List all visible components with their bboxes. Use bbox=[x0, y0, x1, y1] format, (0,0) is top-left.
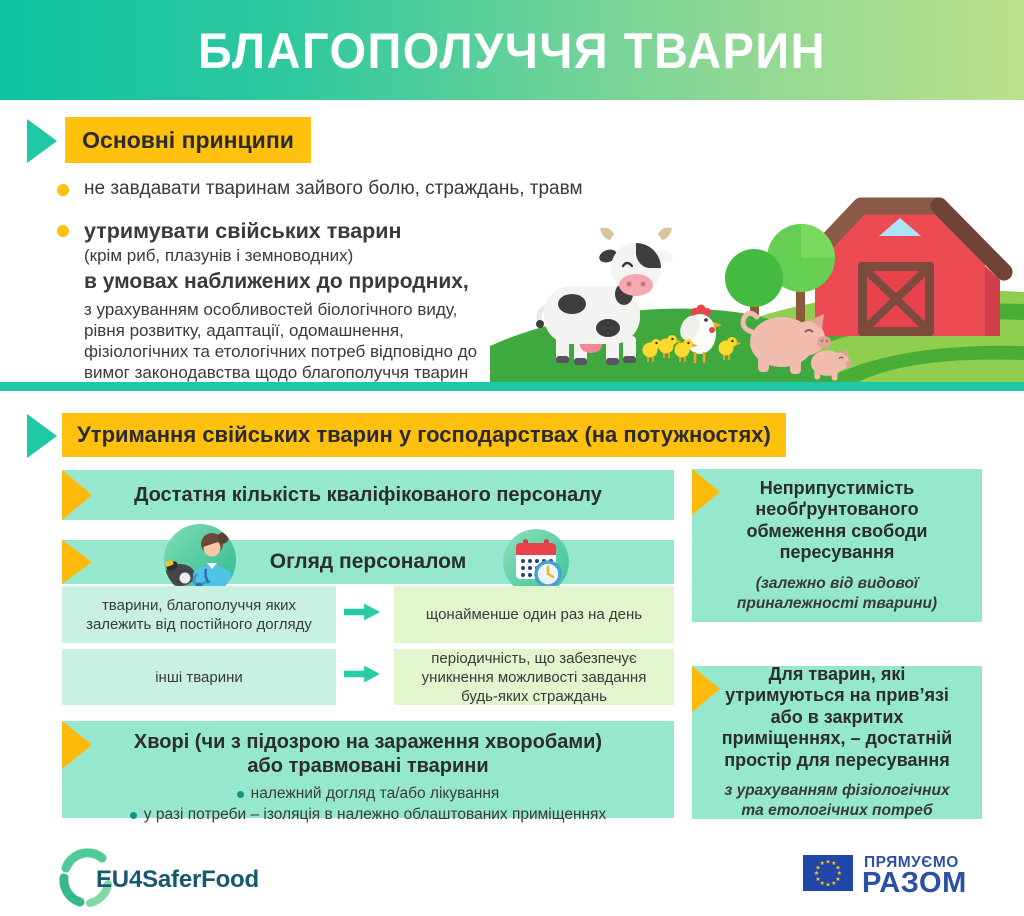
eu-tagline-line1: ПРЯМУЄМО bbox=[864, 854, 959, 871]
svg-text:★: ★ bbox=[825, 858, 831, 866]
sick-bullet-2: у разі потреби – ізоляція в належно облаштованих приміщеннях bbox=[143, 806, 607, 823]
svg-text:★: ★ bbox=[819, 860, 825, 867]
bullet-dot bbox=[57, 184, 69, 196]
svg-text:★: ★ bbox=[815, 875, 821, 883]
sick-animals-title-line1: Хворі (чи з підозрою на зараження хворобами) bbox=[133, 731, 603, 753]
svg-text:★: ★ bbox=[836, 870, 843, 877]
section-divider bbox=[0, 382, 1024, 391]
svg-text:★: ★ bbox=[815, 864, 821, 872]
principle-2-title: утримувати свійських тварин bbox=[84, 219, 402, 243]
staff-requirement-label: Достатня кількість кваліфікованого персоналу bbox=[134, 483, 602, 506]
principle-2-subtitle: в умовах наближених до природних, bbox=[84, 270, 469, 293]
sick-animals-bullets bbox=[130, 784, 606, 825]
inspection-row-label: інші тварини bbox=[155, 668, 243, 686]
side-box-note: з урахуванням фізіологічних та етологічних потреб bbox=[724, 782, 950, 820]
staff-requirement-box bbox=[62, 470, 674, 520]
eu-tagline-line2: РАЗОМ bbox=[862, 867, 967, 899]
yellow-marker-triangle bbox=[692, 469, 720, 515]
section-heading-principles bbox=[65, 117, 311, 163]
section-heading-keeping-label: Утримання свійських тварин у господарствах (на потужностях) bbox=[77, 422, 771, 447]
svg-text:★: ★ bbox=[831, 880, 837, 887]
barn-icon bbox=[808, 206, 1004, 336]
bullet-dot bbox=[130, 812, 137, 819]
svg-text:★: ★ bbox=[831, 860, 837, 867]
inspection-row-value: щонайменше один раз на день bbox=[425, 606, 643, 623]
svg-text:★: ★ bbox=[825, 881, 831, 889]
page-title: БЛАГОПОЛУЧЧЯ ТВАРИН bbox=[197, 21, 827, 79]
sick-animals-title-line2: або травмовані тварини bbox=[247, 755, 489, 777]
tethered-animals-box bbox=[692, 663, 982, 820]
inspection-title: Огляд персоналом bbox=[269, 550, 467, 573]
list-item bbox=[130, 805, 606, 825]
sick-animals-box bbox=[62, 721, 674, 823]
section-marker-triangle bbox=[27, 414, 57, 458]
svg-text:★: ★ bbox=[835, 864, 841, 872]
svg-text:★: ★ bbox=[813, 870, 820, 877]
svg-text:★: ★ bbox=[819, 880, 825, 887]
header-banner bbox=[0, 0, 1024, 100]
principle-2-details: з урахуванням особливостей біологічного виду, рівня розвитку, адаптації, одомашнення, фізіологічних та етологічних потреб відповідно до вимог законодавства щодо благополуччя тварин bbox=[84, 300, 478, 382]
bullet-dot bbox=[57, 225, 69, 237]
principle-2-exception: (крім риб, плазунів і земноводних) bbox=[84, 246, 354, 265]
section-heading-keeping bbox=[62, 413, 786, 457]
section-heading-principles-label: Основні принципи bbox=[82, 126, 294, 153]
yellow-marker-triangle bbox=[692, 666, 720, 712]
side-box-title: Для тварин, які утримуються на прив’язі або в закритих приміщеннях, – достатній простір для пересування bbox=[721, 663, 953, 770]
yellow-marker-triangle bbox=[62, 470, 92, 520]
inspection-row-right bbox=[394, 649, 674, 705]
inspection-row-left bbox=[62, 586, 336, 643]
principle-2 bbox=[84, 219, 496, 383]
bullet-dot bbox=[237, 791, 244, 798]
list-item bbox=[237, 784, 500, 804]
svg-text:★: ★ bbox=[835, 875, 841, 883]
principle-1: не завдавати тваринам зайвого болю, страждань, травм bbox=[84, 178, 583, 199]
sick-bullet-1: належний догляд та/або лікування bbox=[250, 785, 500, 802]
inspection-row-right bbox=[394, 586, 674, 643]
arrow-right-icon bbox=[344, 664, 380, 684]
inspection-row-value: періодичність, що забезпечує уникнення можливості завдання будь-яких страждань bbox=[421, 649, 647, 705]
farm-scene-illustration bbox=[490, 196, 1024, 382]
arrow-right-icon bbox=[344, 602, 380, 622]
inspection-band bbox=[62, 540, 674, 584]
yellow-marker-triangle bbox=[62, 721, 92, 769]
freedom-of-movement-box bbox=[692, 469, 982, 622]
program-logo-text: EU4SaferFood bbox=[96, 866, 259, 893]
inspection-row-left bbox=[62, 649, 336, 705]
eu-flag-icon bbox=[803, 855, 853, 891]
yellow-marker-triangle bbox=[62, 540, 92, 584]
inspection-row-label: тварини, благополуччя яких залежить від постійного догляду bbox=[86, 596, 312, 633]
side-box-title: Неприпустимість необґрунтованого обмеження свободи пересування bbox=[746, 477, 928, 562]
section-marker-triangle bbox=[27, 119, 57, 163]
side-box-note: (залежно від видової приналежності тварини) bbox=[736, 574, 938, 612]
sick-animals-title bbox=[134, 730, 602, 778]
